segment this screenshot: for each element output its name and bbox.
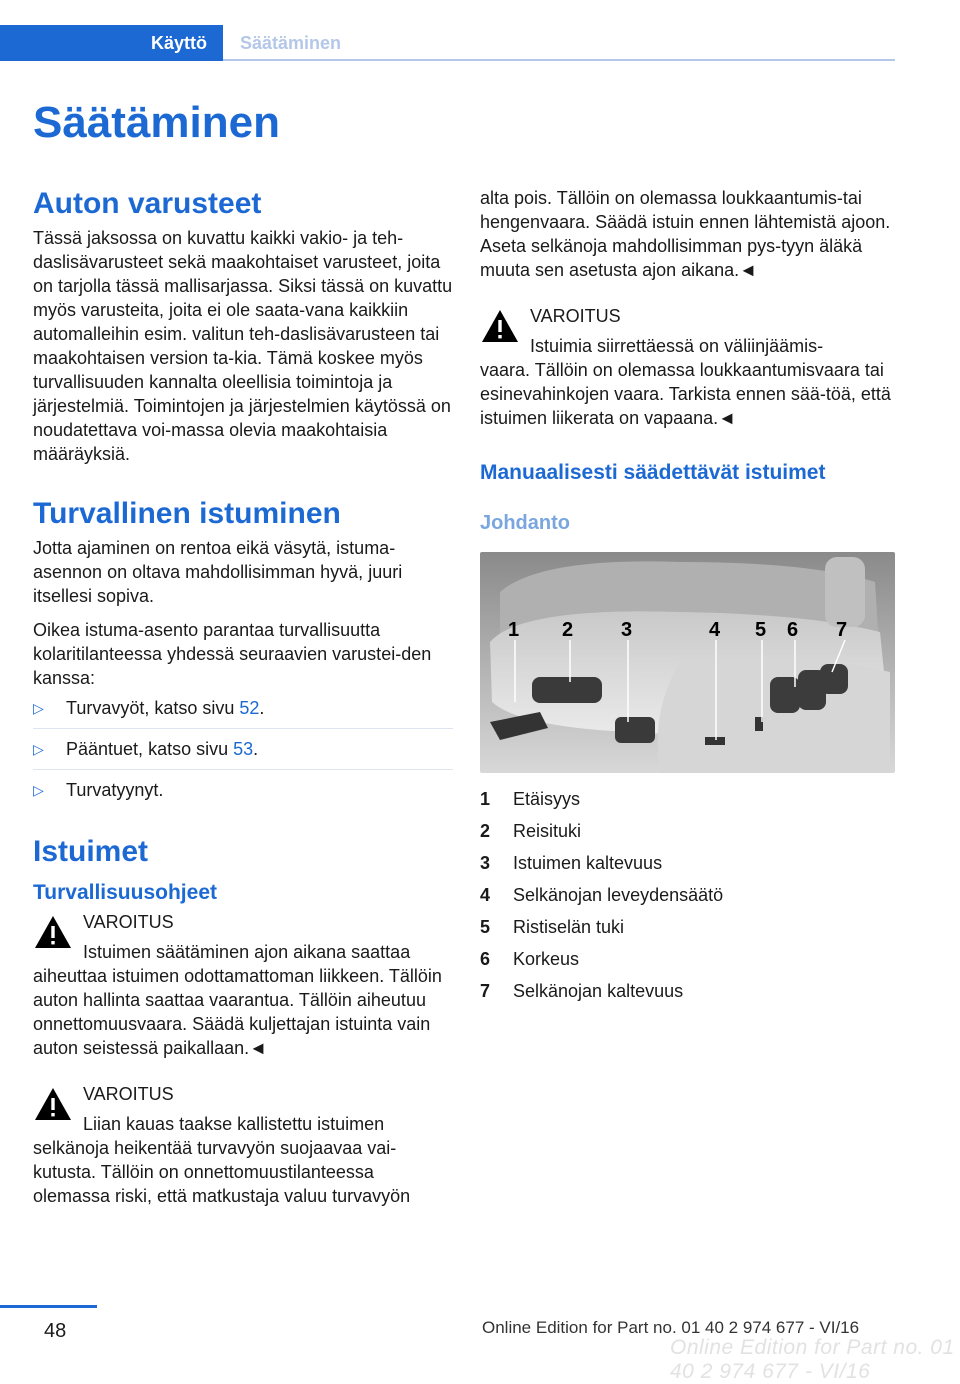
warning-text: aiheuttaa istuimen odottamattoman liikkeen. Tällöin auton hallinta saattaa vaarantua. Tällöin aiheutuu onnettomuusvaara. Säädä kuljettajan istuinta vain auton seistessä paikallaan.◄	[33, 966, 442, 1058]
legend-row: 3 Istuimen kaltevuus	[480, 853, 663, 873]
warning-text-first: Liian kauas taakse kallistettu istuimen	[83, 1114, 385, 1134]
list-item-text: Turvavyöt, katso sivu	[66, 698, 240, 718]
legend-row: 4 Selkänojan leveydensäätö	[480, 885, 724, 905]
warning-text-first: Istuimen säätäminen ajon aikana saattaa	[83, 942, 411, 962]
legend-row: 7 Selkänojan kaltevuus	[480, 981, 684, 1001]
warning-triangle-icon	[33, 1086, 73, 1122]
warning-block	[480, 304, 900, 430]
warning-label: VAROITUS	[530, 306, 621, 326]
section-heading-auton-varusteet: Auton varusteet	[33, 187, 262, 220]
turvallinen-paragraph-1: Jotta ajaminen on rentoa eikä väsytä, istuma-asennon on oltava mahdollisimman hyvä, juuri itsellesi sopiva.	[33, 538, 403, 606]
figure-label-5: 5	[755, 619, 767, 641]
triangle-right-icon: ▷	[33, 700, 44, 716]
warning-text-first: Istuimia siirrettäessä on väliinjäämis-	[530, 336, 824, 356]
tab-kaytto-label: Käyttö	[150, 33, 207, 53]
warning-triangle-icon	[33, 914, 73, 950]
equipment-list	[33, 696, 453, 810]
section-heading-istuimet: Istuimet	[33, 835, 149, 868]
triangle-right-icon: ▷	[33, 741, 44, 757]
subheading-johdanto: Johdanto	[480, 512, 570, 534]
page-title: Säätäminen	[33, 98, 280, 147]
warning-label: VAROITUS	[83, 912, 174, 932]
page-link-53[interactable]: 53	[233, 739, 254, 759]
continued-text: alta pois. Tällöin on olemassa loukkaantumis-tai hengenvaara. Säädä istuin ennen lähtemistä ajoon. Aseta selkänoja mahdollisimman pys-tyyn äläkä muuta sen asetusta ajon aikana.◄	[480, 188, 891, 280]
tab-kaytto[interactable]	[0, 25, 223, 61]
list-item: ▷ Turvavyöt, katso sivu 52.	[33, 696, 453, 729]
left-column	[33, 186, 453, 1208]
warning-text: selkänoja heikentää turvavyön suojaavaa vai-kutusta. Tällöin on onnettomuustilanteessa olemassa riski, että matkustaja valuu turvavyön	[33, 1138, 411, 1206]
figure-label-1: 1	[508, 619, 520, 641]
warning-block	[33, 910, 453, 1060]
legend-row: 1 Etäisyys	[480, 789, 581, 809]
warning-triangle-icon	[480, 308, 520, 344]
figure-label-6: 6	[787, 619, 799, 641]
warning-label: VAROITUS	[83, 1084, 174, 1104]
legend-row: 2 Reisituki	[480, 821, 582, 841]
tab-saataminen[interactable]: Säätäminen	[240, 33, 342, 53]
triangle-right-icon: ▷	[33, 782, 44, 798]
list-item: ▷ Pääntuet, katso sivu 53.	[33, 737, 453, 770]
turvallinen-paragraph-2: Oikea istuma-asento parantaa turvallisuutta kolaritilanteessa yhdessä seuraavien varustei-den kanssa:	[33, 620, 432, 688]
page-link-52[interactable]: 52	[239, 698, 260, 718]
header-bar	[0, 25, 895, 61]
list-item-text: Turvatyynyt.	[66, 780, 164, 800]
seat-controls-illustration	[480, 552, 895, 773]
figure-label-4: 4	[709, 619, 721, 641]
figure-legend	[480, 783, 900, 1007]
legend-row: 6 Korkeus	[480, 949, 580, 969]
legend-row: 5 Ristiselän tuki	[480, 917, 625, 937]
edition-text: Online Edition for Part no. 01 40 2 974 677 - VI/16	[482, 1318, 860, 1337]
figure-label-3: 3	[621, 619, 633, 641]
warning-block	[33, 1082, 453, 1208]
section-heading-turvallinen-istuminen: Turvallinen istuminen	[33, 497, 341, 530]
right-column	[480, 186, 900, 1007]
subheading-turvallisuusohjeet: Turvallisuusohjeet	[33, 881, 217, 904]
figure-label-7: 7	[836, 619, 848, 641]
list-item-text: Pääntuet, katso sivu	[66, 739, 234, 759]
watermark: Online Edition for Part no. 01 40 2 974 677 - VI/16	[670, 1336, 955, 1383]
figure-label-2: 2	[562, 619, 574, 641]
footer-accent-line	[0, 1305, 97, 1308]
page-number: 48	[44, 1320, 67, 1342]
auton-varusteet-text: Tässä jaksossa on kuvattu kaikki vakio- ja teh-daslisävarusteet sekä maakohtaiset varusteet, joita on tarjolla tässä mallisarjassa. Siksi tässä on kuvattu myös varusteita, joita ei ole saata-vana kaikkiin automalleihin esim. valitun teh-daslisävarusteen tai maakohtaisen version ta-kia. Tämä koskee myös turvallisuuden kannalta oleellisia toimintoja ja järjestelmiä. Toimintojen ja järjestelmien käytössä on noudatettava voi-massa olevia maakohtaisia määräyksiä.	[33, 228, 453, 464]
header-divider	[223, 59, 895, 61]
list-item	[33, 778, 453, 810]
subheading-manual-seats: Manuaalisesti säädettävät istuimet	[480, 461, 826, 484]
warning-text: vaara. Tällöin on olemassa loukkaantumisvaara tai esinevahinkojen vaara. Tarkista ennen sää-töä, että istuimen liikerata on vapaana.◄	[480, 360, 891, 428]
seat-controls-figure	[480, 552, 895, 773]
